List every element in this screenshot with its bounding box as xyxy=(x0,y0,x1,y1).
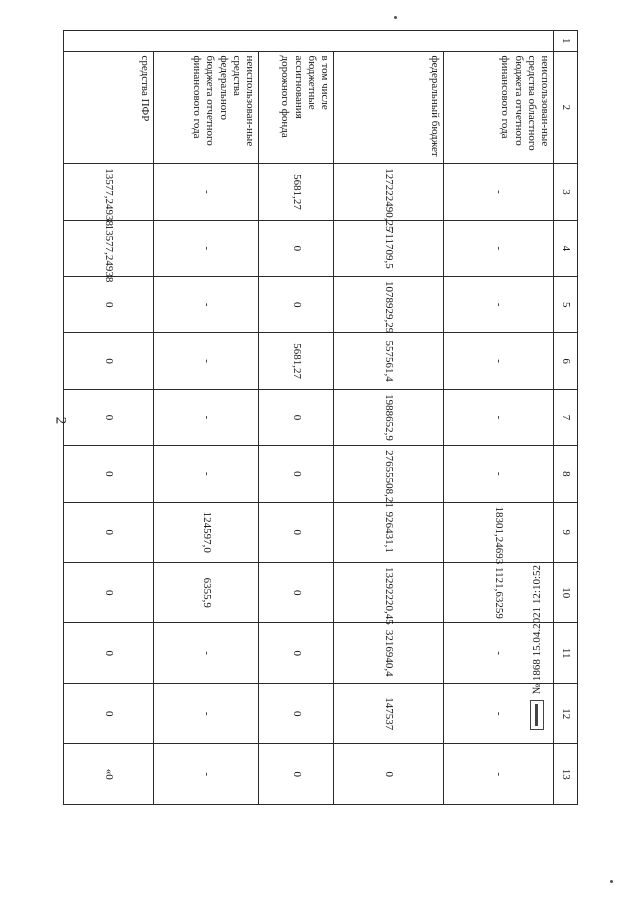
table-cell: - xyxy=(444,683,554,743)
table-cell: 0 xyxy=(259,623,334,683)
table-cell: 13577,24938 xyxy=(64,164,154,220)
table-cell: 0 xyxy=(259,502,334,562)
stamp-text: № 1868 15.04.2021 12:10:52 xyxy=(531,565,543,695)
row-label: в том числе бюджетные ассигнования дорожного фонда xyxy=(259,51,334,164)
row-label: неиспользован-ные средства федерального бюджета отчетного финансового года xyxy=(154,51,259,164)
table-cell: 0 xyxy=(64,389,154,445)
table-row xyxy=(259,31,334,805)
scan-artifact-dot xyxy=(610,880,613,883)
page-number: 2 xyxy=(52,416,69,425)
table-cell: 0 xyxy=(259,563,334,623)
table-cell: 5681,27 xyxy=(259,164,334,220)
column-number: 12 xyxy=(554,683,578,743)
budget-table xyxy=(63,30,578,805)
column-number: 2 xyxy=(554,51,578,164)
table-cell: - xyxy=(154,623,259,683)
table-cell: - xyxy=(444,446,554,502)
row-label: средства ПФР xyxy=(64,51,154,164)
table-cell: - xyxy=(154,683,259,743)
table-cell: 147537 xyxy=(334,683,444,743)
table-cell: 1988652,9 xyxy=(334,389,444,445)
table-cell: - xyxy=(444,389,554,445)
table-row xyxy=(154,31,259,805)
table-cell: 0 xyxy=(64,502,154,562)
table-cell: - xyxy=(444,277,554,333)
registration-stamp xyxy=(527,565,547,730)
table-row xyxy=(334,31,444,805)
rotated-table-container xyxy=(64,30,578,805)
table-cell: 5681,27 xyxy=(259,333,334,389)
table-cell: 0 xyxy=(64,446,154,502)
column-number: 1 xyxy=(554,31,578,52)
table-cell: - xyxy=(444,744,554,805)
column-number: 5 xyxy=(554,277,578,333)
table-cell: 13292220,45 xyxy=(334,563,444,623)
column-number-row xyxy=(554,31,578,805)
table-cell: - xyxy=(154,333,259,389)
table-cell: 18301,24693 xyxy=(444,502,554,562)
table-cell: 0 xyxy=(259,389,334,445)
column-number: 8 xyxy=(554,446,578,502)
table-cell: 557561,4 xyxy=(334,333,444,389)
table-cell: 0 xyxy=(64,683,154,743)
table-cell: - xyxy=(154,389,259,445)
column-number: 11 xyxy=(554,623,578,683)
table-cell: - xyxy=(154,744,259,805)
column-number: 7 xyxy=(554,389,578,445)
table-cell: 0 xyxy=(64,277,154,333)
table-cell: - xyxy=(444,164,554,220)
table-cell: «0 xyxy=(64,744,154,805)
table-cell: 3216940,4 xyxy=(334,623,444,683)
table-cell: 0 xyxy=(259,277,334,333)
table-cell: - xyxy=(154,164,259,220)
table-cell: 1121,63259 xyxy=(444,563,554,623)
table-cell: 127222490,25 xyxy=(334,164,444,220)
row-label: неиспользован-ные средства областного бюджета отчетного финансового года xyxy=(444,51,554,164)
table-cell: 926431,1 xyxy=(334,502,444,562)
table-cell: 13577,24938 xyxy=(64,220,154,276)
table-cell: 124597,0 xyxy=(154,502,259,562)
column-number: 10 xyxy=(554,563,578,623)
table-cell: 0 xyxy=(64,563,154,623)
table-cell: 711709,5 xyxy=(334,220,444,276)
stamp-logo-icon xyxy=(530,700,544,730)
table-cell: 1078929,29 xyxy=(334,277,444,333)
table-cell: - xyxy=(444,220,554,276)
table-cell: - xyxy=(154,446,259,502)
table-cell: - xyxy=(444,333,554,389)
table-cell: - xyxy=(154,220,259,276)
table-cell: 0 xyxy=(259,446,334,502)
empty-cell xyxy=(64,31,554,52)
table-cell: - xyxy=(444,623,554,683)
row-label: федеральный бюджет xyxy=(334,51,444,164)
scan-artifact-dot xyxy=(394,16,397,19)
column-number: 9 xyxy=(554,502,578,562)
table-cell: - xyxy=(154,277,259,333)
column-number: 6 xyxy=(554,333,578,389)
table-cell: 0 xyxy=(64,333,154,389)
table-cell: 27655508,21 xyxy=(334,446,444,502)
table-cell: 6355,9 xyxy=(154,563,259,623)
table-cell: 0 xyxy=(64,623,154,683)
table-row xyxy=(64,31,154,805)
column-number: 13 xyxy=(554,744,578,805)
rotated-table xyxy=(64,30,578,805)
table-cell: 0 xyxy=(259,744,334,805)
table-cell: 0 xyxy=(259,220,334,276)
column-number: 4 xyxy=(554,220,578,276)
column-number: 3 xyxy=(554,164,578,220)
table-cell: 0 xyxy=(334,744,444,805)
table-cell: 0 xyxy=(259,683,334,743)
